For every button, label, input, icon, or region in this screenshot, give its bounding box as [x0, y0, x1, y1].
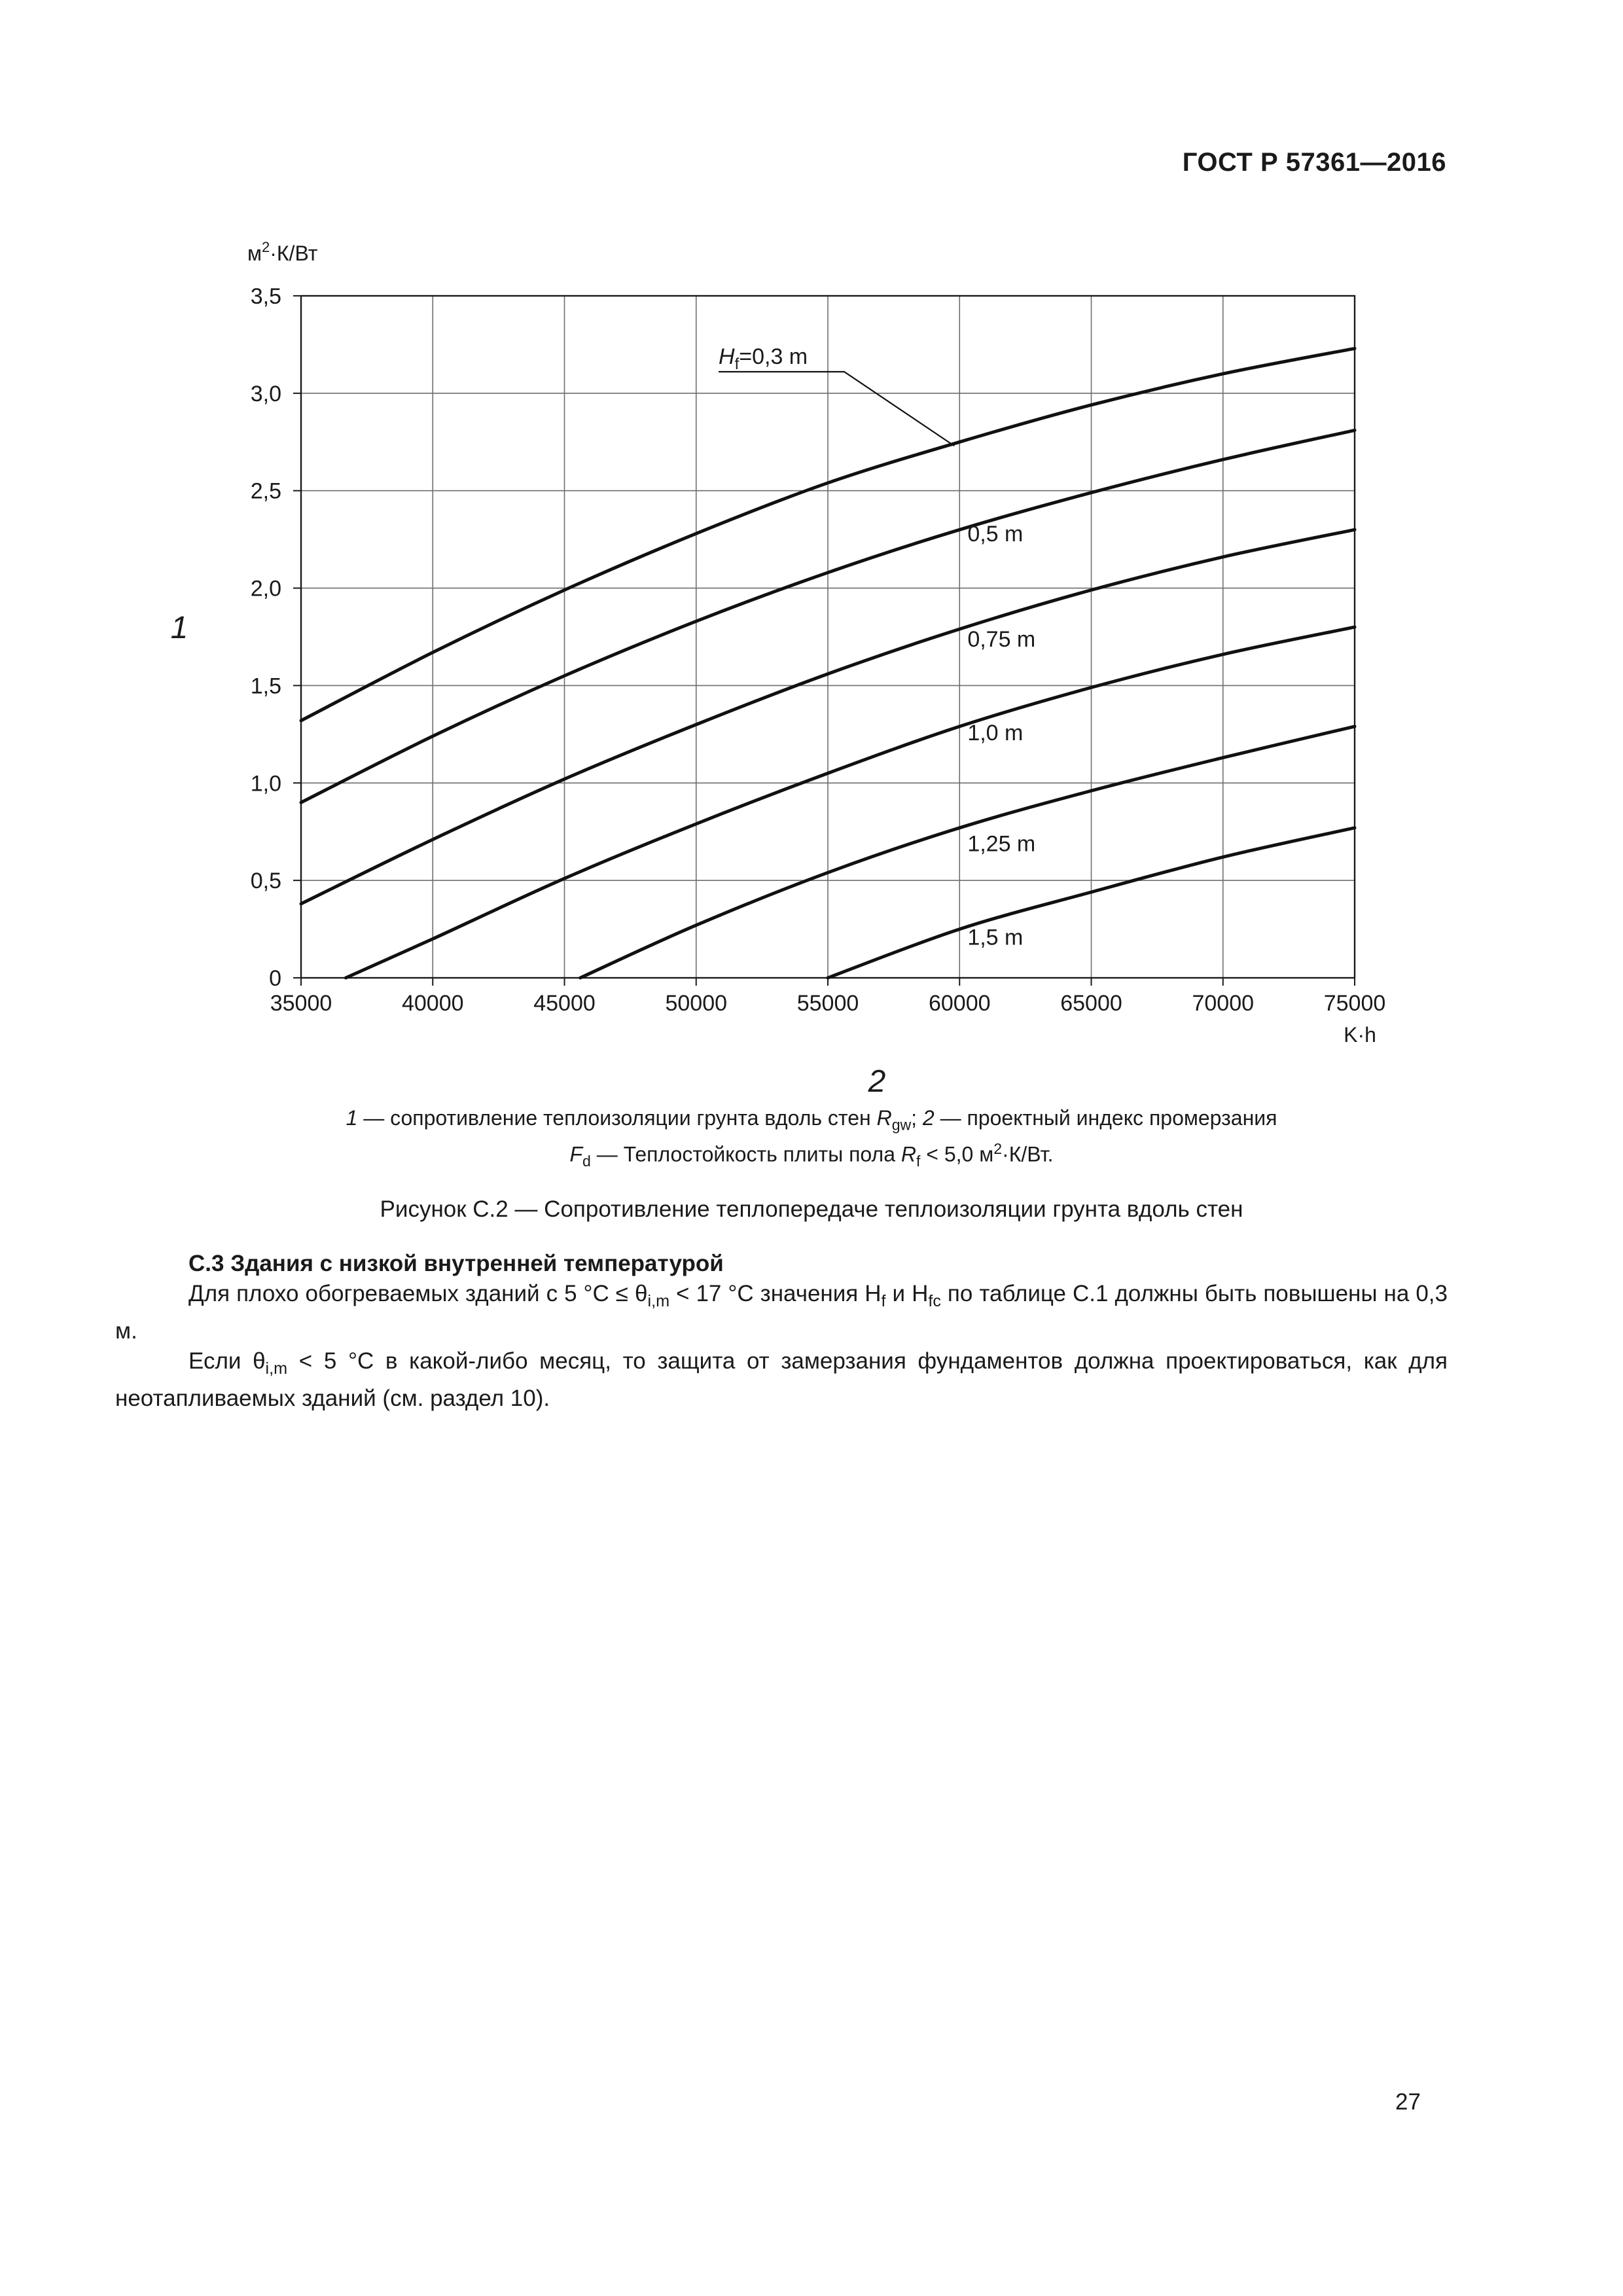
x-tick-label-0: 35000: [270, 991, 332, 1016]
x-tick-label-5: 60000: [928, 991, 991, 1016]
y-axis-unit-label: $м^2\cdot К/Вт$: [247, 239, 318, 265]
x-tick-label-4: 55000: [796, 991, 859, 1016]
y-axis-id-label: 1: [170, 611, 188, 645]
y-tick-label-1: 0,5: [250, 869, 281, 894]
x-tick-label-2: 45000: [533, 991, 596, 1016]
chart-grid: [301, 296, 1355, 978]
x-tick-label-6: 65000: [1060, 991, 1122, 1016]
x-axis-unit-label: K·h: [1344, 1023, 1376, 1047]
x-axis-id-label: 2: [868, 1064, 886, 1099]
paragraph-2: Если $\theta_{i,m} < 5$ °С в какой-либо месяц, то защита от замерзания фундаментов должна проектироваться, как для неотапливаемых зданий (см. раздел 10).: [115, 1348, 1448, 1411]
y-tick-label-5: 2,5: [250, 478, 281, 504]
legend-line-2: $F_d$ — Теплостойкость плиты пола $R_f < 5,0$ $м^2\cdot К/Вт$.: [569, 1140, 1054, 1170]
figure-caption: Рисунок С.2 — Сопротивление теплопередаче теплоизоляции грунта вдоль стен: [380, 1196, 1243, 1222]
paragraph-1: Для плохо обогреваемых зданий с 5 $^\circ С \le \theta_{i,m} < 17$ °С значения $H_f$ и $H_{fc}$ по таблице С.1 должны быть повышены на 0,3 м.: [115, 1281, 1448, 1344]
section-c3: [115, 1249, 1448, 1414]
series-label-4: 1,25 m: [967, 831, 1036, 857]
series-label-3: 1,0 m: [967, 720, 1024, 745]
x-tick-label-3: 50000: [665, 991, 728, 1016]
y-tick-label-0: 0: [269, 966, 281, 991]
y-tick-label-7: 3,5: [250, 284, 281, 309]
y-tick-label-3: 1,5: [250, 673, 281, 699]
y-tick-label-6: 3,0: [250, 381, 281, 406]
y-tick-label-4: 2,0: [250, 576, 281, 601]
series-label-0: $H_f=0,3$ m: [719, 344, 808, 373]
document-header: ГОСТ Р 57361—2016: [1182, 148, 1446, 177]
series-label-0-leader: [719, 372, 954, 446]
series-label-2: 0,75 m: [967, 626, 1036, 652]
chart-labels: [171, 239, 1376, 1099]
legend-num-1: 1: [346, 1106, 358, 1130]
legend-num-2: 2: [922, 1106, 935, 1130]
series-line-3: [346, 627, 1355, 978]
y-tick-label-2: 1,0: [250, 771, 281, 797]
legend-line-1: 1 — сопротивление теплоизоляции грунта вдоль стен $R_{gw}$; 2 — проектный индекс промерзания: [346, 1106, 1277, 1134]
x-tick-label-1: 40000: [401, 991, 464, 1016]
chart-axes: [251, 284, 1386, 1016]
series-label-1: 0,5 m: [967, 522, 1024, 547]
series-label-5: 1,5 m: [967, 925, 1024, 950]
page-number: 27: [1395, 2089, 1421, 2115]
section-title: С.3 Здания с низкой внутренней температурой: [188, 1251, 724, 1276]
resistance-chart: [0, 0, 1623, 1113]
x-tick-label-8: 75000: [1323, 991, 1386, 1016]
x-tick-label-7: 70000: [1192, 991, 1255, 1016]
